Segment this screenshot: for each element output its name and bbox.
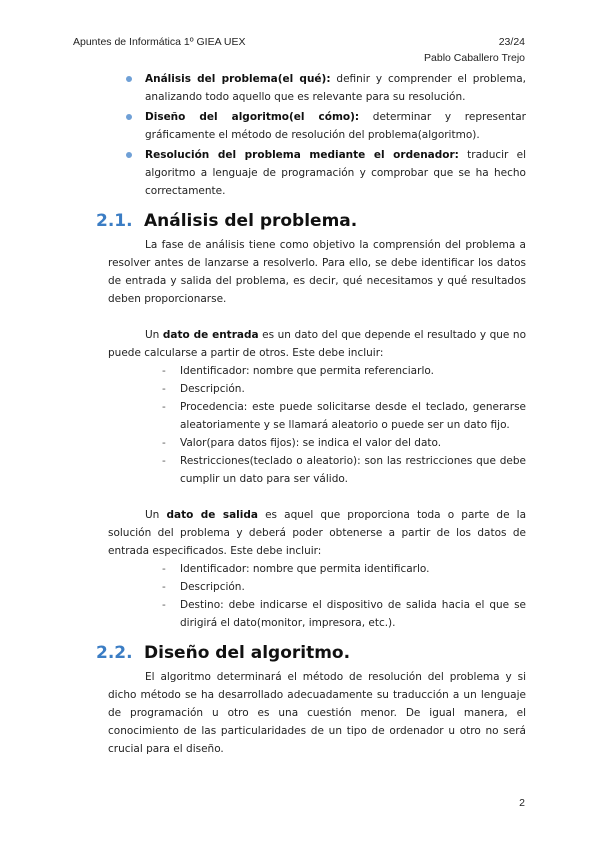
- list-item: [162, 380, 526, 398]
- dash-icon: -: [162, 563, 166, 575]
- list-item-text: Identificador: nombre que permita identificarlo.: [180, 563, 430, 575]
- bullet-dot-icon: [126, 76, 132, 82]
- section-number: 2.1.: [96, 211, 133, 231]
- dash-icon: -: [162, 401, 166, 413]
- document-body: [96, 70, 527, 758]
- list-item-text: Identificador: nombre que permita referenciarlo.: [180, 365, 434, 377]
- bullet-text: traducir el algoritmo a lenguaje de programación y comprobar que se ha hecho correctamente.: [145, 149, 526, 197]
- section-title: Análisis del problema.: [144, 211, 358, 231]
- section-title: Diseño del algoritmo.: [144, 643, 351, 663]
- dash-icon: -: [162, 365, 166, 377]
- paragraph-text: Un: [145, 329, 163, 341]
- list-item: [162, 362, 526, 380]
- input-data-list: [108, 362, 526, 488]
- section-heading-algorithm: [96, 644, 526, 662]
- output-data-paragraph: [108, 506, 526, 560]
- dash-icon: -: [162, 437, 166, 449]
- algorithm-paragraph: El algoritmo determinará el método de resolución del problema y si dicho método se ha desarrollado adecuadamente su traducción a un lenguaje de programación u otro es una cuestión menor. De igual manera, el conocimiento de las particularidades de un tipo de ordenador u otro no será crucial para el diseño.: [108, 671, 526, 755]
- list-item: [108, 146, 526, 200]
- intro-bullet-list: [108, 70, 526, 200]
- bullet-term: Resolución del problema mediante el ordenador:: [145, 149, 459, 161]
- analysis-paragraph: La fase de análisis tiene como objetivo la comprensión del problema a resolver antes de lanzarse a resolverlo. Para ello, se debe identificar los datos de entrada y salida del problema, es decir, qué necesitamos y qué resultados deben proporcionarse.: [108, 239, 526, 305]
- list-item-text: Descripción.: [180, 383, 245, 395]
- header-author: Pablo Caballero Trejo: [424, 52, 525, 64]
- paragraph-text: es un dato del que depende el resultado y que no puede calcularse a partir de otros. Este debe incluir:: [108, 329, 526, 359]
- bullet-text: definir y comprender el problema, analizando todo aquello que es relevante para su resolución.: [145, 73, 526, 103]
- list-item: [108, 108, 526, 144]
- page-number: 2: [519, 797, 525, 809]
- list-item: [162, 398, 526, 434]
- list-item-text: Restricciones(teclado o aleatorio): son las restricciones que debe cumplir un dato para ser válido.: [180, 455, 526, 485]
- dash-icon: -: [162, 455, 166, 467]
- section-heading-analysis: [96, 212, 526, 230]
- bullet-dot-icon: [126, 114, 132, 120]
- list-item: [108, 70, 526, 106]
- header-page-range: 23/24: [498, 36, 525, 48]
- list-item-text: Destino: debe indicarse el dispositivo de salida hacia el que se dirigirá el dato(monitor, impresora, etc.).: [180, 599, 526, 629]
- bullet-term: Diseño del algoritmo(el cómo):: [145, 111, 360, 123]
- term-input-data: dato de entrada: [162, 329, 259, 341]
- header-course: Apuntes de Informática 1º GIEA UEX: [73, 36, 246, 48]
- paragraph-text: Un: [145, 509, 167, 521]
- paragraph-text: es aquel que proporciona toda o parte de la solución del problema y deberá poder obtenerse a partir de los datos de entrada especificados. Este debe incluir:: [108, 509, 527, 557]
- output-data-list: [108, 560, 526, 632]
- term-output-data: dato de salida: [166, 509, 258, 521]
- bullet-term: Análisis del problema(el qué):: [145, 73, 331, 85]
- bullet-dot-icon: [126, 152, 132, 158]
- list-item: [162, 434, 526, 452]
- input-data-paragraph: [108, 326, 526, 362]
- dash-icon: -: [162, 581, 166, 593]
- list-item-text: Descripción.: [180, 581, 245, 593]
- list-item: [162, 560, 526, 578]
- section-number: 2.2.: [96, 643, 133, 663]
- list-item: [162, 596, 526, 632]
- bullet-text: determinar y representar gráficamente el método de resolución del problema(algoritmo).: [145, 111, 526, 141]
- dash-icon: -: [162, 599, 166, 611]
- list-item-text: Valor(para datos fijos): se indica el valor del dato.: [180, 437, 442, 449]
- list-item-text: Procedencia: este puede solicitarse desde el teclado, generarse aleatoriamente y se llamará aleatorio o puede ser un dato fijo.: [180, 401, 526, 431]
- list-item: [162, 578, 526, 596]
- dash-icon: -: [162, 383, 166, 395]
- list-item: [162, 452, 526, 488]
